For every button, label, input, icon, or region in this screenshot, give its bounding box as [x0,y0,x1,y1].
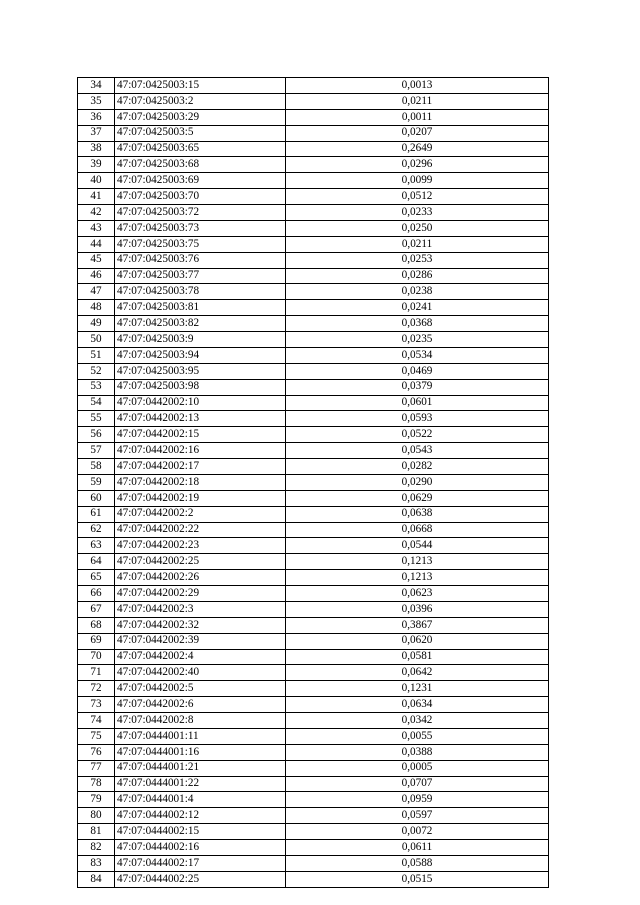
row-number-cell: 67 [78,601,115,617]
cadastral-number-cell: 47:07:0442002:23 [115,538,286,554]
table-row [78,316,549,332]
row-number-cell: 76 [78,744,115,760]
cadastral-number-cell: 47:07:0442002:4 [115,649,286,665]
cadastral-number-cell: 47:07:0442002:5 [115,681,286,697]
cadastral-number-cell: 47:07:0444001:22 [115,776,286,792]
cadastral-number-cell: 47:07:0444002:12 [115,808,286,824]
table-row [78,300,549,316]
area-value-cell: 0,0959 [286,792,549,808]
row-number-cell: 47 [78,284,115,300]
table-row [78,665,549,681]
area-value-cell: 0,0055 [286,728,549,744]
row-number-cell: 36 [78,109,115,125]
table-row [78,633,549,649]
area-value-cell: 0,0286 [286,268,549,284]
row-number-cell: 43 [78,220,115,236]
cadastral-number-cell: 47:07:0442002:39 [115,633,286,649]
area-value-cell: 0,0620 [286,633,549,649]
area-value-cell: 0,0593 [286,411,549,427]
area-value-cell: 0,0638 [286,506,549,522]
table-row [78,220,549,236]
row-number-cell: 58 [78,459,115,475]
area-value-cell: 0,0544 [286,538,549,554]
table-row [78,744,549,760]
row-number-cell: 72 [78,681,115,697]
area-value-cell: 0,0235 [286,332,549,348]
area-value-cell: 0,0099 [286,173,549,189]
row-number-cell: 42 [78,205,115,221]
area-value-cell: 0,0469 [286,363,549,379]
row-number-cell: 44 [78,236,115,252]
table-row [78,776,549,792]
table-row [78,586,549,602]
cadastral-number-cell: 47:07:0425003:77 [115,268,286,284]
table-row [78,284,549,300]
area-value-cell: 0,0642 [286,665,549,681]
row-number-cell: 38 [78,141,115,157]
area-value-cell: 0,0005 [286,760,549,776]
table-row [78,236,549,252]
area-value-cell: 0,1213 [286,570,549,586]
table-row [78,760,549,776]
area-value-cell: 0,2649 [286,141,549,157]
area-value-cell: 0,0515 [286,871,549,887]
table-row [78,363,549,379]
table-row [78,570,549,586]
cadastral-number-cell: 47:07:0425003:72 [115,205,286,221]
area-value-cell: 0,1213 [286,554,549,570]
area-value-cell: 0,0342 [286,713,549,729]
table-row [78,522,549,538]
row-number-cell: 60 [78,490,115,506]
row-number-cell: 68 [78,617,115,633]
area-value-cell: 0,0207 [286,125,549,141]
cadastral-number-cell: 47:07:0442002:40 [115,665,286,681]
row-number-cell: 69 [78,633,115,649]
row-number-cell: 54 [78,395,115,411]
area-value-cell: 0,0611 [286,840,549,856]
row-number-cell: 37 [78,125,115,141]
table-row [78,173,549,189]
area-value-cell: 0,0588 [286,855,549,871]
table-row [78,459,549,475]
cadastral-number-cell: 47:07:0425003:68 [115,157,286,173]
cadastral-number-cell: 47:07:0442002:13 [115,411,286,427]
row-number-cell: 81 [78,824,115,840]
cadastral-number-cell: 47:07:0444001:4 [115,792,286,808]
area-value-cell: 0,0668 [286,522,549,538]
table-row [78,205,549,221]
cadastral-number-cell: 47:07:0425003:76 [115,252,286,268]
row-number-cell: 45 [78,252,115,268]
cadastral-number-cell: 47:07:0442002:19 [115,490,286,506]
table-row [78,808,549,824]
table-row [78,141,549,157]
table-row [78,697,549,713]
row-number-cell: 79 [78,792,115,808]
table-row [78,855,549,871]
area-value-cell: 0,0629 [286,490,549,506]
row-number-cell: 73 [78,697,115,713]
cadastral-number-cell: 47:07:0442002:29 [115,586,286,602]
cadastral-number-cell: 47:07:0444001:11 [115,728,286,744]
row-number-cell: 65 [78,570,115,586]
table-row [78,93,549,109]
row-number-cell: 52 [78,363,115,379]
area-value-cell: 0,0634 [286,697,549,713]
table-row [78,395,549,411]
area-value-cell: 0,0534 [286,347,549,363]
table-row [78,252,549,268]
cadastral-number-cell: 47:07:0425003:75 [115,236,286,252]
table-row [78,649,549,665]
table-row [78,125,549,141]
area-value-cell: 0,3867 [286,617,549,633]
table-row [78,713,549,729]
row-number-cell: 64 [78,554,115,570]
cadastral-number-cell: 47:07:0425003:78 [115,284,286,300]
table-row [78,411,549,427]
table-row [78,474,549,490]
row-number-cell: 35 [78,93,115,109]
table-row [78,490,549,506]
row-number-cell: 56 [78,427,115,443]
cadastral-number-cell: 47:07:0442002:32 [115,617,286,633]
cadastral-number-cell: 47:07:0442002:25 [115,554,286,570]
area-value-cell: 0,0282 [286,459,549,475]
cadastral-number-cell: 47:07:0425003:29 [115,109,286,125]
cadastral-number-cell: 47:07:0425003:5 [115,125,286,141]
table-row [78,824,549,840]
area-value-cell: 0,0290 [286,474,549,490]
row-number-cell: 59 [78,474,115,490]
cadastral-number-cell: 47:07:0425003:15 [115,78,286,94]
area-value-cell: 0,0368 [286,316,549,332]
cadastral-number-cell: 47:07:0444002:15 [115,824,286,840]
cadastral-number-cell: 47:07:0442002:22 [115,522,286,538]
cadastral-number-cell: 47:07:0444002:25 [115,871,286,887]
cadastral-number-cell: 47:07:0442002:26 [115,570,286,586]
cadastral-number-cell: 47:07:0442002:18 [115,474,286,490]
cadastral-number-cell: 47:07:0425003:82 [115,316,286,332]
table-row [78,379,549,395]
cadastral-number-cell: 47:07:0442002:3 [115,601,286,617]
row-number-cell: 51 [78,347,115,363]
table-row [78,347,549,363]
cadastral-number-cell: 47:07:0425003:69 [115,173,286,189]
cadastral-number-cell: 47:07:0425003:70 [115,189,286,205]
row-number-cell: 48 [78,300,115,316]
row-number-cell: 49 [78,316,115,332]
row-number-cell: 50 [78,332,115,348]
table-row [78,427,549,443]
table-row [78,443,549,459]
cadastral-number-cell: 47:07:0425003:94 [115,347,286,363]
cadastral-number-cell: 47:07:0442002:10 [115,395,286,411]
area-value-cell: 0,0543 [286,443,549,459]
row-number-cell: 82 [78,840,115,856]
row-number-cell: 75 [78,728,115,744]
row-number-cell: 63 [78,538,115,554]
row-number-cell: 46 [78,268,115,284]
cadastral-number-cell: 47:07:0444002:17 [115,855,286,871]
area-value-cell: 0,0250 [286,220,549,236]
row-number-cell: 84 [78,871,115,887]
row-number-cell: 66 [78,586,115,602]
cadastral-number-cell: 47:07:0442002:17 [115,459,286,475]
row-number-cell: 57 [78,443,115,459]
row-number-cell: 77 [78,760,115,776]
table-row [78,792,549,808]
area-value-cell: 0,0211 [286,236,549,252]
table-row [78,728,549,744]
row-number-cell: 70 [78,649,115,665]
table-row [78,506,549,522]
cadastral-number-cell: 47:07:0425003:95 [115,363,286,379]
cadastral-number-cell: 47:07:0444001:21 [115,760,286,776]
row-number-cell: 80 [78,808,115,824]
area-value-cell: 0,0072 [286,824,549,840]
area-value-cell: 0,0396 [286,601,549,617]
area-value-cell: 0,0623 [286,586,549,602]
area-value-cell: 0,0211 [286,93,549,109]
row-number-cell: 55 [78,411,115,427]
row-number-cell: 74 [78,713,115,729]
area-value-cell: 0,1231 [286,681,549,697]
row-number-cell: 53 [78,379,115,395]
area-value-cell: 0,0522 [286,427,549,443]
cadastral-number-cell: 47:07:0442002:16 [115,443,286,459]
cadastral-number-cell: 47:07:0442002:15 [115,427,286,443]
table-row [78,681,549,697]
area-value-cell: 0,0388 [286,744,549,760]
area-value-cell: 0,0581 [286,649,549,665]
area-value-cell: 0,0512 [286,189,549,205]
row-number-cell: 40 [78,173,115,189]
table-row [78,871,549,887]
table-row [78,601,549,617]
row-number-cell: 39 [78,157,115,173]
area-value-cell: 0,0253 [286,252,549,268]
area-value-cell: 0,0597 [286,808,549,824]
cadastral-number-cell: 47:07:0425003:81 [115,300,286,316]
cadastral-number-cell: 47:07:0442002:8 [115,713,286,729]
area-value-cell: 0,0296 [286,157,549,173]
cadastral-number-cell: 47:07:0425003:73 [115,220,286,236]
row-number-cell: 78 [78,776,115,792]
row-number-cell: 62 [78,522,115,538]
cadastral-number-cell: 47:07:0425003:9 [115,332,286,348]
area-value-cell: 0,0241 [286,300,549,316]
row-number-cell: 34 [78,78,115,94]
cadastral-number-cell: 47:07:0444001:16 [115,744,286,760]
area-value-cell: 0,0601 [286,395,549,411]
table-row [78,840,549,856]
table-row [78,268,549,284]
cadastral-number-cell: 47:07:0442002:2 [115,506,286,522]
table-row [78,332,549,348]
row-number-cell: 41 [78,189,115,205]
parcel-table-body [78,78,549,888]
table-row [78,157,549,173]
cadastral-number-cell: 47:07:0425003:65 [115,141,286,157]
cadastral-number-cell: 47:07:0425003:98 [115,379,286,395]
row-number-cell: 61 [78,506,115,522]
area-value-cell: 0,0379 [286,379,549,395]
area-value-cell: 0,0238 [286,284,549,300]
parcel-table [77,77,549,888]
area-value-cell: 0,0013 [286,78,549,94]
table-row [78,109,549,125]
table-row [78,538,549,554]
row-number-cell: 83 [78,855,115,871]
table-row [78,554,549,570]
area-value-cell: 0,0011 [286,109,549,125]
cadastral-number-cell: 47:07:0442002:6 [115,697,286,713]
area-value-cell: 0,0233 [286,205,549,221]
cadastral-number-cell: 47:07:0425003:2 [115,93,286,109]
area-value-cell: 0,0707 [286,776,549,792]
table-row [78,78,549,94]
table-row [78,189,549,205]
table-row [78,617,549,633]
row-number-cell: 71 [78,665,115,681]
cadastral-number-cell: 47:07:0444002:16 [115,840,286,856]
